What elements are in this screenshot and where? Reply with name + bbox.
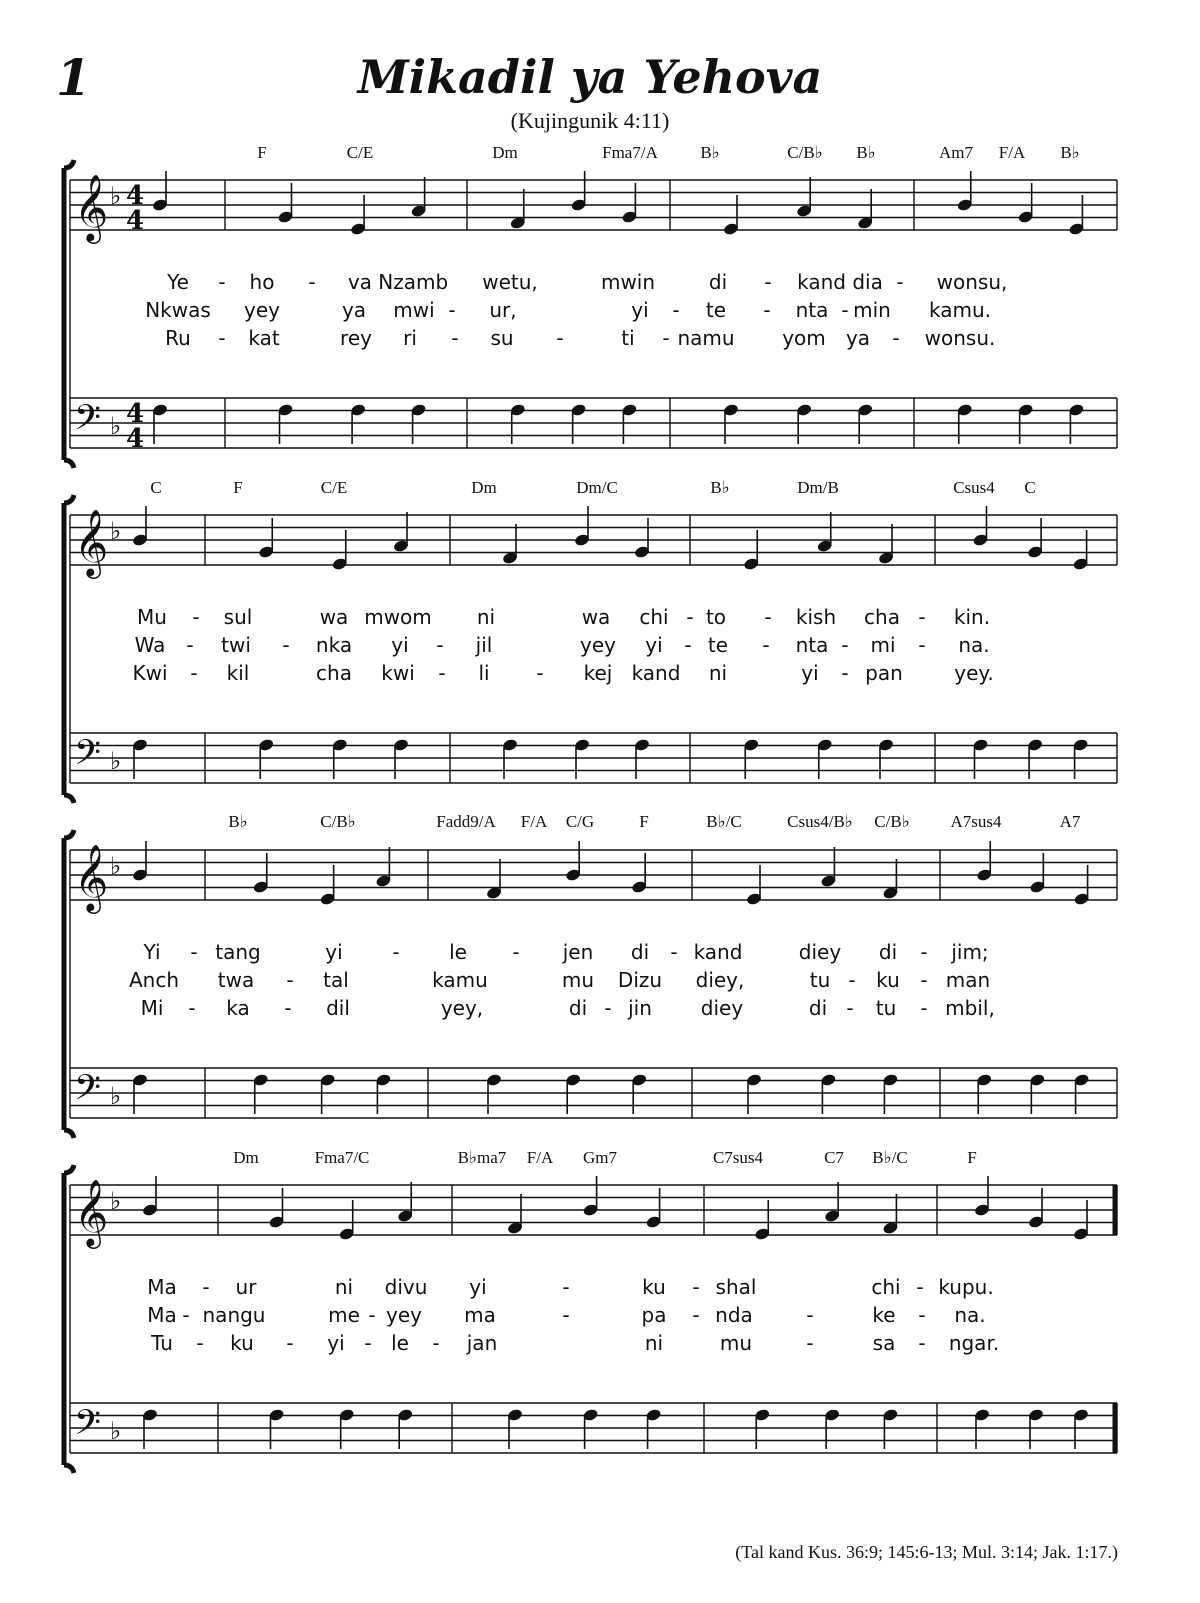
lyric-syllable: kej [583,661,613,685]
lyric-syllable: - [672,298,680,322]
lyric-syllable: ke [872,1303,896,1327]
chord-symbol: Dm/B [797,478,839,497]
lyric-syllable: kand dia [797,270,883,294]
lyric-syllable: - [918,1331,926,1355]
lyric-syllable: jin [628,996,652,1020]
time-signature-bottom: 4 [126,424,145,454]
lyric-syllable: chi [639,605,669,629]
lyric-syllable: - [918,1303,926,1327]
key-signature-flat: ♭ [110,517,122,545]
lyric-syllable: - [841,633,849,657]
chord-symbol: Fadd9/A [436,812,496,831]
lyric-syllable: - [762,633,770,657]
lyric-syllable: tu [875,996,897,1020]
lyric-syllable: nda [715,1303,753,1327]
lyric-syllable: - [536,661,544,685]
lyric-syllable: - [604,996,612,1020]
bass-clef: 𝄢 [74,1402,102,1451]
lyric-syllable: wa [581,605,611,629]
lyric-syllable: yi [801,661,819,685]
lyric-syllable: na. [958,633,990,657]
time-signature-bottom: 4 [126,206,145,236]
lyric-syllable: cha [864,605,900,629]
lyric-syllable: Anch [128,968,180,992]
lyric-syllable: kamu. [928,298,992,322]
lyric-syllable: Kwi [132,661,168,685]
lyric-syllable: di [708,270,728,294]
time-signature-top: 4 [126,181,145,211]
lyric-syllable: tu [809,968,831,992]
chord-symbol: F [967,1148,977,1167]
lyric-syllable: diey [798,940,842,964]
lyric-syllable: yey. [954,661,994,685]
system-bracket [64,1165,74,1473]
lyric-syllable: - [218,326,226,350]
lyric-syllable: di [568,996,588,1020]
treble-clef: 𝄞 [74,173,109,241]
lyric-syllable: yey [386,1303,422,1327]
chord-symbol: A7sus4 [950,812,1002,831]
lyric-syllable: - [841,661,849,685]
song-title: Mikadil ya Yehova [357,50,823,104]
lyric-syllable: jim; [951,940,989,964]
lyric-syllable: nangu [202,1303,266,1327]
lyric-syllable: - [896,270,904,294]
lyric-syllable: tal [323,968,349,992]
system-bracket [64,160,74,468]
lyric-syllable: ku [642,1275,666,1299]
chord-symbol: Am7 [939,143,973,162]
chord-symbol: C [150,478,162,497]
chord-symbol: B♭ [700,143,720,162]
chord-symbol: B♭ [1060,143,1080,162]
chord-symbol: C [1024,478,1036,497]
lyric-syllable: Mu [137,605,167,629]
chord-symbol: Dm [492,143,518,162]
chord-symbol: Dm/C [576,478,618,497]
lyric-syllable: Ma [147,1303,177,1327]
lyric-syllable: kat [248,326,280,350]
chord-symbol: B♭ma7 [457,1148,507,1167]
lyric-syllable: sul [223,605,253,629]
lyric-syllable: - [448,298,456,322]
lyric-syllable: - [920,968,928,992]
lyric-syllable: kand [631,661,681,685]
lyric-syllable: min [853,298,891,322]
lyric-syllable: ya [845,326,871,350]
lyric-syllable: - [892,326,900,350]
lyric-syllable: ni [644,1331,664,1355]
lyric-syllable: mi [870,633,896,657]
lyric-syllable: te [707,633,729,657]
lyric-syllable: - [764,270,772,294]
lyric-syllable: ti [621,326,635,350]
lyric-syllable: - [196,1331,204,1355]
lyric-syllable: le [449,940,467,964]
chord-symbol: Fma7/A [602,143,658,162]
lyric-syllable: Ma [147,1275,177,1299]
chord-symbol: B♭/C [872,1148,908,1167]
lyric-syllable: - [764,605,772,629]
chord-symbol: B♭ [856,143,876,162]
lyric-syllable: sa [872,1331,896,1355]
lyric-syllable: di [878,940,898,964]
lyric-syllable: - [202,1275,210,1299]
lyric-syllable: - [282,633,290,657]
key-signature-flat: ♭ [110,852,122,880]
lyric-syllable: yi [325,940,343,964]
treble-clef: 𝄞 [74,843,109,911]
chord-symbol: Gm7 [583,1148,617,1167]
lyric-syllable: ri [403,326,417,350]
lyric-syllable: ho [249,270,275,294]
key-signature-flat: ♭ [110,1082,122,1110]
bass-clef: 𝄢 [74,397,102,446]
lyric-syllable: Dizu [617,968,663,992]
lyric-syllable: - [686,605,694,629]
treble-clef: 𝄞 [74,508,109,576]
lyric-syllable: va Nzamb [347,270,449,294]
lyric-syllable: di [808,996,828,1020]
lyric-syllable: yey, [440,996,484,1020]
lyric-syllable: - [512,940,520,964]
lyric-syllable: - [692,1303,700,1327]
lyric-syllable: di [630,940,650,964]
lyric-syllable: li [478,661,490,685]
lyric-syllable: yi [469,1275,487,1299]
lyric-syllable: divu [384,1275,428,1299]
lyric-syllable: Nkwas [145,298,211,322]
lyric-syllable: - [308,270,316,294]
lyric-syllable: ku [230,1331,254,1355]
lyric-syllable: kamu [432,968,488,992]
lyric-syllable: wonsu, [936,270,1008,294]
bass-clef: 𝄢 [74,732,102,781]
chord-symbol: C7sus4 [712,1148,764,1167]
lyric-syllable: - [848,968,856,992]
lyric-syllable: ya [341,298,367,322]
treble-clef: 𝄞 [74,1178,109,1246]
lyric-syllable: - [436,633,444,657]
lyric-syllable: wetu, [482,270,538,294]
lyric-syllable: wa [319,605,349,629]
lyric-syllable: chi [871,1275,901,1299]
lyric-syllable: su [490,326,514,350]
lyric-syllable: ni [334,1275,354,1299]
chord-symbol: F/A [998,143,1026,162]
lyric-syllable: diey [700,996,744,1020]
lyric-syllable: yi [391,633,409,657]
lyric-syllable: pan [865,661,903,685]
lyric-syllable: - [286,968,294,992]
chord-symbol: Csus4/B♭ [787,812,853,831]
lyric-syllable: kish [795,605,837,629]
lyric-syllable: - [916,1275,924,1299]
lyric-syllable: - [562,1275,570,1299]
lyric-syllable: ni [708,661,728,685]
lyric-syllable: kupu. [938,1275,994,1299]
lyric-syllable: yey [580,633,616,657]
key-signature-flat: ♭ [110,182,122,210]
lyric-syllable: - [662,326,670,350]
lyric-syllable: - [562,1303,570,1327]
system-bracket [64,830,74,1138]
lyric-syllable: - [432,1331,440,1355]
lyric-syllable: yi [631,298,649,322]
lyric-syllable: mwi [393,298,435,322]
lyric-syllable: - [188,996,196,1020]
lyric-syllable: nta [795,633,829,657]
lyric-syllable: jan [466,1331,498,1355]
song-number: 1 [56,48,91,107]
lyric-syllable: mu [561,968,595,992]
lyric-syllable: Wa [134,633,166,657]
lyric-syllable: namu [677,326,735,350]
lyric-syllable: pa [641,1303,667,1327]
lyric-syllable: - [846,996,854,1020]
lyric-syllable: - [556,326,564,350]
lyric-syllable: - [192,605,200,629]
lyric-syllable: nka [315,633,353,657]
scripture-reference: (Kujingunik 4:11) [510,108,670,133]
lyric-syllable: - [841,298,849,322]
chord-symbol: F/A [526,1148,554,1167]
chord-symbol: Fma7/C [314,1148,370,1167]
lyric-syllable: - [806,1303,814,1327]
lyric-syllable: - [670,940,678,964]
lyric-syllable: wonsu. [924,326,996,350]
lyric-syllable: - [806,1331,814,1355]
lyric-syllable: yi [645,633,663,657]
chord-symbol: Dm [233,1148,259,1167]
chord-symbol: C7 [824,1148,844,1167]
lyric-syllable: le [391,1331,409,1355]
chord-symbol: B♭/C [706,812,742,831]
lyric-syllable: tang [215,940,261,964]
lyric-syllable: - [451,326,459,350]
lyric-syllable: kil [226,661,250,685]
chord-symbol: C/E [346,143,374,162]
key-signature-flat: ♭ [110,747,122,775]
chord-symbol: F [639,812,649,831]
time-signature-top: 4 [126,399,145,429]
lyric-syllable: ni [476,605,496,629]
lyric-syllable: - [920,940,928,964]
lyric-syllable: - [286,1331,294,1355]
chord-symbol: B♭ [228,812,248,831]
lyric-syllable: - [763,298,771,322]
lyric-syllable: rey [340,326,372,350]
bass-clef: 𝄢 [74,1067,102,1116]
lyric-syllable: Ru [165,326,191,350]
lyric-syllable: Yi [143,940,161,964]
lyric-syllable: - [684,633,692,657]
chord-symbol: C/B♭ [874,812,910,831]
lyric-syllable: mbil, [945,996,995,1020]
lyric-syllable: te [705,298,727,322]
lyric-syllable: - [190,940,198,964]
chord-symbol: C/G [565,812,595,831]
lyric-syllable: - [190,661,198,685]
lyric-syllable: yi [327,1331,345,1355]
lyric-syllable: - [364,1331,372,1355]
chord-symbol: F [233,478,243,497]
lyric-syllable: na. [954,1303,986,1327]
chord-symbol: Csus4 [953,478,995,497]
lyric-syllable: twa [217,968,255,992]
lyric-syllable: ngar. [948,1331,1000,1355]
key-signature-flat: ♭ [110,1417,122,1445]
lyric-syllable: ma [464,1303,496,1327]
lyric-syllable: mwin [600,270,656,294]
lyric-syllable: ur, [489,298,517,322]
lyric-syllable: - [284,996,292,1020]
lyric-syllable: Ye [167,270,189,294]
system-bracket [64,495,74,803]
lyric-syllable: kin. [953,605,991,629]
chord-symbol: A7 [1059,812,1081,831]
lyric-syllable: shal [715,1275,757,1299]
lyric-syllable: cha [316,661,352,685]
key-signature-flat: ♭ [110,1187,122,1215]
lyric-syllable: Tu [151,1331,173,1355]
chord-symbol: C/E [320,478,348,497]
chord-symbol: F [257,143,267,162]
lyric-syllable: dil [326,996,350,1020]
lyric-syllable: diey, [695,968,745,992]
lyric-syllable: kand [693,940,743,964]
lyric-syllable: - [438,661,446,685]
lyric-syllable: nta [795,298,829,322]
scripture-footnote: (Tal kand Kus. 36:9; 145:6-13; Mul. 3:14; Jak. 1:17.) [735,1542,1118,1562]
lyric-syllable: - [368,1303,376,1327]
lyric-syllable: jen [562,940,594,964]
lyric-syllable: ka [226,996,250,1020]
lyric-syllable: jil [475,633,493,657]
lyric-syllable: yey [244,298,280,322]
lyric-syllable: - [392,940,400,964]
lyric-syllable: me [328,1303,360,1327]
chord-symbol: B♭ [710,478,730,497]
lyric-syllable: - [692,1275,700,1299]
lyric-syllable: yom [782,326,826,350]
lyric-syllable: - [218,270,226,294]
lyric-syllable: - [182,1303,190,1327]
lyric-syllable: Mi [140,996,164,1020]
lyric-syllable: - [920,996,928,1020]
lyric-syllable: mu [719,1331,753,1355]
lyric-syllable: - [186,633,194,657]
lyric-syllable: ur [235,1275,257,1299]
chord-symbol: F/A [520,812,548,831]
chord-symbol: C/B♭ [320,812,356,831]
chord-symbol: Dm [471,478,497,497]
lyric-syllable: mwom [364,605,432,629]
lyric-syllable: man [945,968,991,992]
lyric-syllable: - [918,605,926,629]
lyric-syllable: - [918,633,926,657]
lyric-syllable: kwi [381,661,415,685]
lyric-syllable: twi [221,633,251,657]
lyric-syllable: ku [876,968,900,992]
lyric-syllable: to [705,605,727,629]
key-signature-flat: ♭ [110,412,122,440]
chord-symbol: C/B♭ [787,143,823,162]
